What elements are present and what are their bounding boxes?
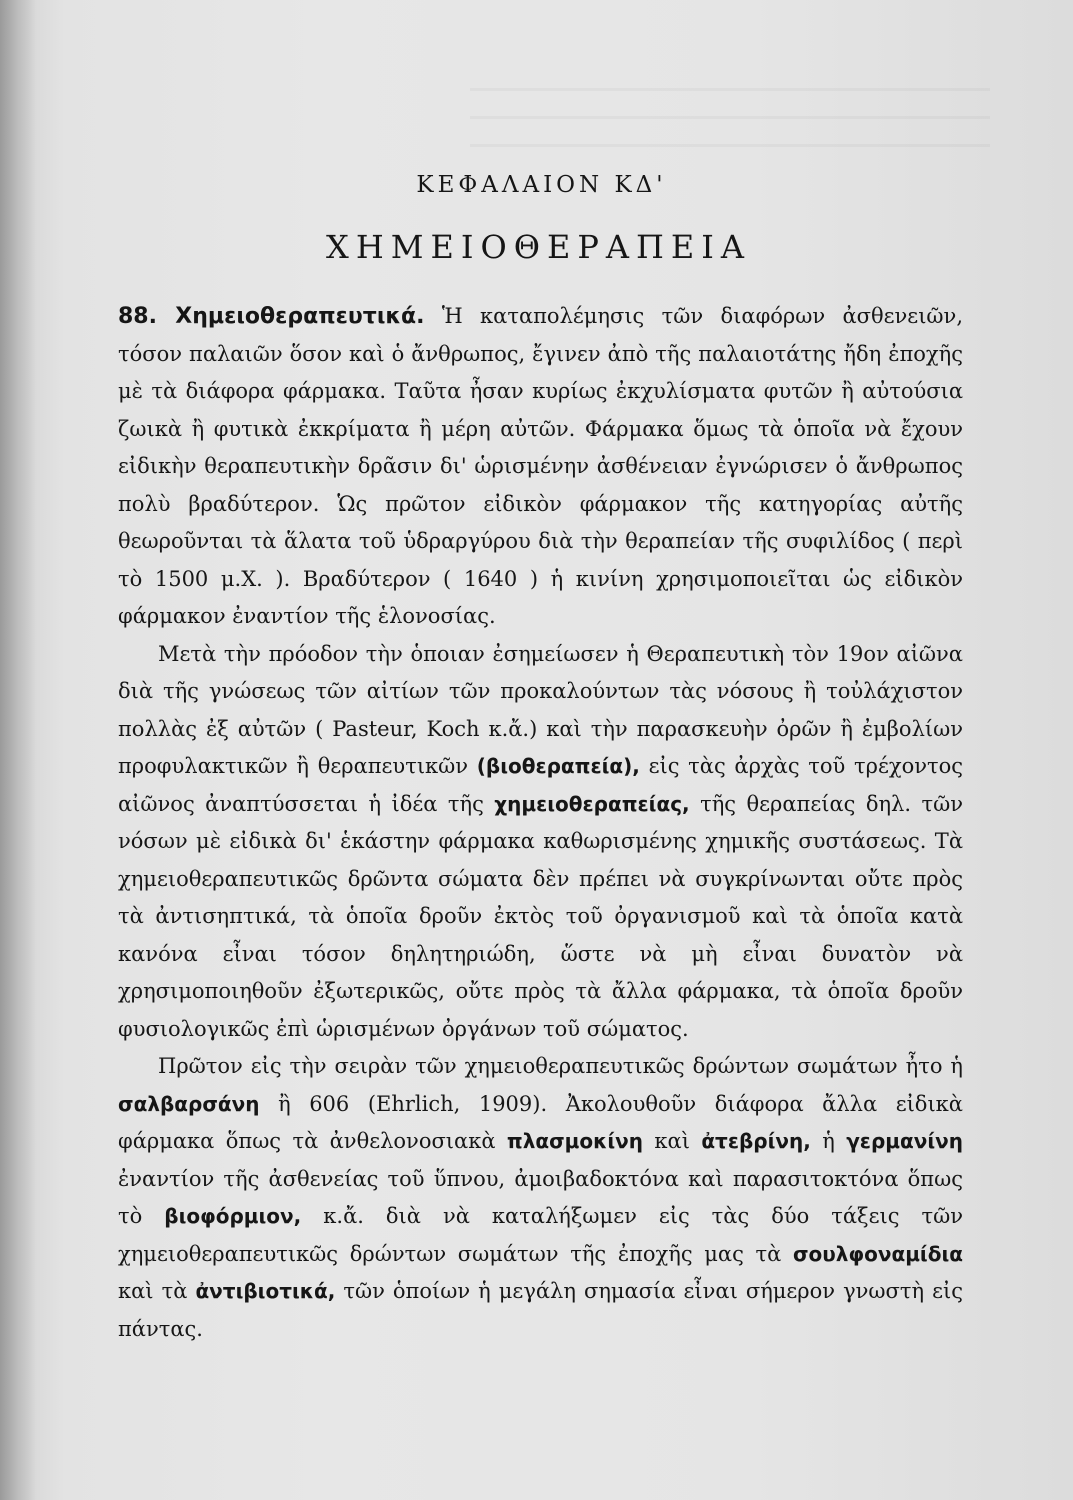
term-bioformium: βιοφόρμιον, (164, 1204, 302, 1228)
show-through-texture (470, 88, 990, 148)
paragraph-3-text-a: Πρῶτον εἰς τὴν σειρὰν τῶν χημειοθεραπευτικῶς δρώντων σωμάτων ἦτο ἡ (158, 1054, 963, 1078)
term-germanine: γερμανίνη (846, 1129, 963, 1153)
term-plasmoquine: πλασμοκίνη (506, 1129, 644, 1153)
paragraph-3-text-g: καὶ τὰ (118, 1279, 196, 1303)
paragraph-2-text-c: τῆς θεραπείας δηλ. τῶν νόσων μὲ εἰδικὰ δι' ἑκάστην φάρμακα καθωρισμένης χημικῆς συστάσεως. Τὰ χημειοθεραπευτικῶς δρῶντα σώματα δὲν πρέπει νὰ συγκρίνωνται οὔτε πρὸς τὰ ἀντισηπτικά, τὰ ὁποῖα δροῦν ἐκτὸς τοῦ ὀργανισμοῦ καὶ τὰ ὁποῖα κατὰ κανόνα εἶναι τόσον δηλητηριώδη, ὥστε νὰ μὴ εἶναι δυνατὸν νὰ χρησιμοποιηθοῦν ἐξωτερικῶς, οὔτε πρὸς τὰ ἄλλα φάρμακα, τὰ ὁποῖα δροῦν φυσιολογικῶς ἐπὶ ὡρισμένων ὀργάνων τοῦ σώματος. (118, 791, 963, 1041)
paragraph-3-text-c: καὶ (643, 1129, 702, 1153)
section-heading: 88. Χημειοθεραπευτικά. (118, 304, 425, 329)
body-text (118, 298, 963, 1348)
term-chemotherapy: χημειοθεραπείας, (494, 791, 690, 816)
paragraph-1 (118, 298, 963, 636)
paragraph-2-text-b: εἰς τὰς ἀρχὰς τοῦ τρέχοντος αἰῶνος ἀναπτύσσεται ἡ ἰδέα τῆς (118, 754, 963, 816)
chapter-label: ΚΕΦΑΛΑΙΟΝ ΚΔ' (416, 172, 667, 198)
term-salvarsan: σαλβαρσάνη (118, 1091, 260, 1116)
paragraph-3-text-d: ἡ (810, 1129, 847, 1153)
paragraph-3 (118, 1048, 963, 1348)
paragraph-3-text-e: ἐναντίον τῆς ἀσθενείας τοῦ ὕπνου, ἀμοιβαδοκτόνα καὶ παρασιτοκτόνα ὅπως τὸ (118, 1166, 963, 1228)
paragraph-3-text-f: κ.ἄ. διὰ νὰ καταλήξωμεν εἰς τὰς δύο τάξεις τῶν χημειοθεραπευτικῶς δρώντων σωμάτων τῆς ἐποχῆς μας τὰ (118, 1204, 963, 1266)
paragraph-2 (118, 636, 963, 1049)
term-antibiotics: ἀντιβιοτικά, (195, 1279, 336, 1303)
paragraph-1-text: Ἡ καταπολέμησις τῶν διαφόρων ἀσθενειῶν, τόσον παλαιῶν ὅσον καὶ ὁ ἄνθρωπος, ἔγινεν ἀπὸ τῆς παλαιοτάτης ἤδη ἐποχῆς μὲ τὰ διάφορα φάρμακα. Ταῦτα ἦσαν κυρίως ἐκχυλίσματα φυτῶν ἢ αὐτούσια ζωικὰ ἢ φυτικὰ ἐκκρίματα ἢ μέρη αὐτῶν. Φάρμακα ὅμως τὰ ὁποῖα νὰ ἔχουν εἰδικὴν θεραπευτικὴν δρᾶσιν δι' ὡρισμένην ἀσθένειαν ἐγνώρισεν ὁ ἄνθρωπος πολὺ βραδύτερον. Ὡς πρῶτον εἰδικὸν φάρμακον τῆς κατηγορίας αὐτῆς θεωροῦνται τὰ ἅλατα τοῦ ὑδραργύρου διὰ τὴν θεραπείαν τῆς συφιλίδος ( περὶ τὸ 1500 μ.Χ. ). Βραδύτερον ( 1640 ) ἡ κινίνη χρησιμοποιεῖται ὡς εἰδικὸν φάρμακον ἐναντίον τῆς ἑλονοσίας. (118, 304, 963, 628)
paragraph-2-text-a: Μετὰ τὴν πρόοδον τὴν ὁποιαν ἐσημείωσεν ἡ Θεραπευτικὴ τὸν 19ον αἰῶνα διὰ τῆς γνώσεως τῶν αἰτίων τῶν προκαλούντων τὰς νόσους ἢ τοὐλάχιστον πολλὰς ἐξ αὐτῶν ( Pasteur, Koch κ.ἄ.) καὶ τὴν παρασκευὴν ὀρῶν ἢ ἐμβολίων προφυλακτικῶν ἢ θεραπευτικῶν (118, 641, 963, 778)
paragraph-3-text-b: ἢ 606 (Ehrlich, 1909). Ἀκολουθοῦν διάφορα ἄλλα εἰδικὰ φάρμακα ὅπως τὰ ἀνθελονοσιακὰ (118, 1091, 963, 1153)
binding-gutter-shadow (0, 0, 36, 1500)
term-sulfonamides: σουλφοναμίδια (792, 1241, 963, 1266)
term-biotherapy: (βιοθεραπεία), (476, 754, 640, 778)
chapter-title: ΧΗΜΕΙΟΘΕΡΑΠΕΙΑ (326, 228, 751, 266)
paragraph-3-text-h: τῶν ὁποίων ἡ μεγάλη σημασία εἶναι σήμερον γνωστὴ εἰς πάντας. (118, 1279, 963, 1341)
term-atebrine: ἀτεβρίνη, (701, 1129, 811, 1153)
